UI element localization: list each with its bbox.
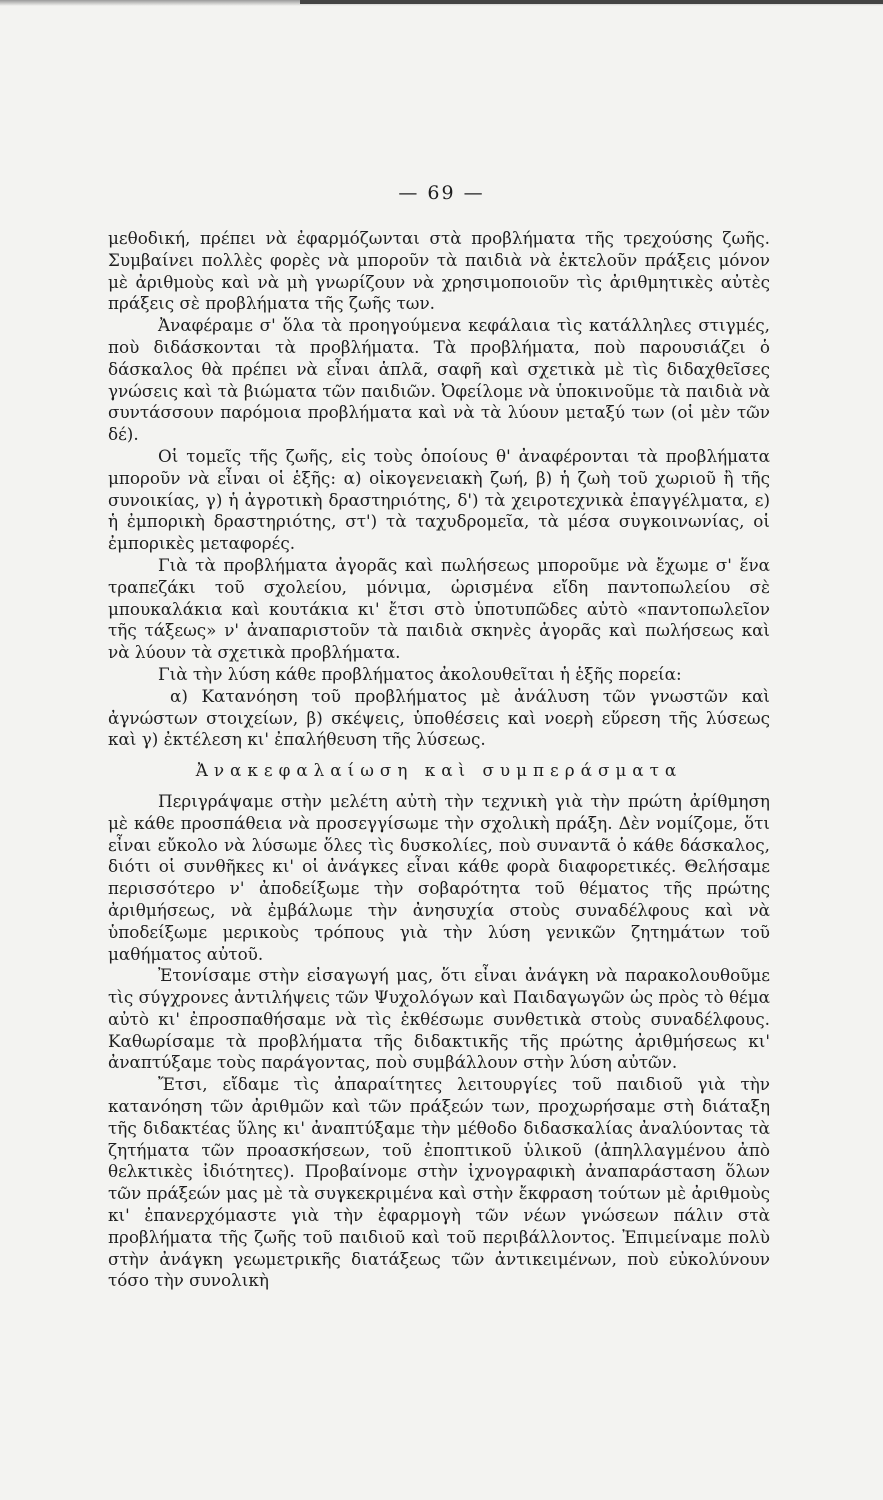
- paragraph-summary-intro: Περιγράψαμε στὴν μελέτη αὐτὴ τὴν τεχνικὴ γιὰ τὴν πρώτη ἀρίθμηση μὲ κάθε προσπάθεια νὰ προσεγγίσωμε τὴν σχολικὴ πράξη. Δὲν νομίζομε, ὅτι εἶναι εὔκολο νὰ λύσωμε ὅλες τὶς δυσκολίες, ποὺ συναντᾶ ὁ κάθε δάσκαλος, διότι οἱ συνθῆκες κι' οἱ ἀνάγκες εἶναι κάθε φορὰ διαφορετικές. Θελήσαμε περισσότερο ν' ἀποδείξωμε τὴν σοβαρότητα τοῦ θέματος τῆς πρώτης ἀριθμήσεως, νὰ ἐμβάλωμε τὴν ἀνησυχία στοὺς συναδέλφους καὶ νὰ ὑποδείξωμε μερικοὺς τρόπους γιὰ τὴν λύση γενικῶν ζητημάτων τοῦ μαθήματος αὐτοῦ.: [108, 790, 770, 964]
- page-top-binding-shadow: [300, 0, 883, 4]
- section-heading-summary: Ἀνακεφαλαίωση καὶ συμπεράσματα: [195, 760, 683, 781]
- page-number: — 69 —: [398, 182, 485, 204]
- paragraph-continued: μεθοδική, πρέπει νὰ ἐφαρμόζωνται στὰ προβλήματα τῆς τρεχούσης ζωῆς. Συμβαίνει πολλὲς φορὲς νὰ μποροῦν τὰ παιδιὰ νὰ ἐκτελοῦν πράξεις μόνον μὲ ἀριθμοὺς καὶ νὰ μὴ γνωρίζουν νὰ χρησιμοποιοῦν τὶς ἀριθμητικὲς αὐτὲς πράξεις σὲ προβλήματα τῆς ζωῆς των.: [108, 228, 770, 314]
- paragraph-summary-method: Ἔτσι, εἴδαμε τὶς ἀπαραίτητες λειτουργίες τοῦ παιδιοῦ γιὰ τὴν κατανόηση τῶν ἀριθμῶν καὶ τῶν πράξεών των, προχωρήσαμε στὴ διάταξη τῆς διδακτέας ὕλης κι' ἀναπτύξαμε τὴν μέθοδο διδασκαλίας ἀναλύοντας τὰ ζητήματα τῶν προασκήσεων, τοῦ ἐποπτικοῦ ὑλικοῦ (ἀπηλλαγμένου ἀπὸ θελκτικὲς ἰδιότητες). Προβαίνομε στὴν ἰχνογραφικὴ ἀναπαράσταση ὅλων τῶν πράξεών μας μὲ τὰ συγκεκριμένα καὶ στὴν ἔκφραση τούτων μὲ ἀριθμοὺς κι' ἐπανερχόμαστε γιὰ τὴν ἐφαρμογὴ τῶν νέων γνώσεων πάλιν στὰ προβλήματα τῆς ζωῆς τοῦ παιδιοῦ καὶ τοῦ περιβάλλοντος. Ἐπιμείναμε πολὺ στὴν ἀνάγκη γεωμετρικῆς διατάξεως τῶν ἀντικειμένων, ποὺ εὐκολύνουν τόσο τὴν συνολικὴ: [108, 1074, 770, 1291]
- paragraph-classroom-shop: Γιὰ τὰ προβλήματα ἀγορᾶς καὶ πωλήσεως μποροῦμε νὰ ἔχωμε σ' ἕνα τραπεζάκι τοῦ σχολείου, μόνιμα, ὡρισμένα εἴδη παντοπωλείου σὲ μπουκαλάκια καὶ κουτάκια κι' ἔτσι στὸ ὑποτυπῶδες αὐτὸ «παντοπωλεῖον τῆς τάξεως» ν' ἀναπαριστοῦν τὰ παιδιὰ σκηνὲς ἀγορᾶς καὶ πωλήσεως καὶ νὰ λύουν τὰ σχετικὰ προβλήματα.: [108, 554, 770, 663]
- paragraph-summary-intro-views: Ἐτονίσαμε στὴν εἰσαγωγή μας, ὅτι εἶναι ἀνάγκη νὰ παρακολουθοῦμε τὶς σύγχρονες ἀντιλήψεις τῶν Ψυχολόγων καὶ Παιδαγωγῶν ὡς πρὸς τὸ θέμα αὐτὸ κι' ἐπροσπαθήσαμε νὰ τὶς ἐκθέσωμε συνθετικὰ στοὺς συναδέλφους. Καθωρίσαμε τὰ προβλήματα τῆς διδακτικῆς τῆς πρώτης ἀριθμήσεως κι' ἀναπτύξαμε τοὺς παράγοντας, ποὺ συμβάλλουν στὴν λύση αὐτῶν.: [108, 965, 770, 1073]
- paragraph-solution-process: Γιὰ τὴν λύση κάθε προβλήματος ἀκολουθεῖται ἡ ἑξῆς πορεία:: [158, 663, 682, 684]
- paragraph-life-sectors: Οἱ τομεῖς τῆς ζωῆς, εἰς τοὺς ὁποίους θ' ἀναφέρονται τὰ προβλήματα μποροῦν νὰ εἶναι οἱ ἑξῆς: α) οἰκογενειακὴ ζωή, β) ἡ ζωὴ τοῦ χωριοῦ ἢ τῆς συνοικίας, γ) ἡ ἀγροτικὴ δραστηριότης, δ') τὰ χειροτεχνικὰ ἐπαγγέλματα, ε) ἡ ἐμπορικὴ δραστηριότης, στ') τὰ ταχυδρομεῖα, τὰ μέσα συγκοινωνίας, οἱ ἐμπορικὲς μεταφορές.: [108, 445, 770, 554]
- summary-text: [108, 791, 770, 1292]
- body-text: [108, 228, 770, 1292]
- paragraph-problems-taught: Ἀναφέραμε σ' ὅλα τὰ προηγούμενα κεφάλαια τὶς κατάλληλες στιγμές, ποὺ διδάσκονται τὰ προβλήματα. Τὰ προβλήματα, ποὺ παρουσιάζει ὁ δάσκαλος θὰ πρέπει νὰ εἶναι ἁπλᾶ, σαφῆ καὶ σχετικὰ μὲ τὶς διδαχθεῖσες γνώσεις καὶ τὰ βιώματα τῶν παιδιῶν. Ὀφείλομε νὰ ὑποκινοῦμε τὰ παιδιὰ νὰ συντάσσουν παρόμοια προβλήματα καὶ νὰ τὰ λύουν μεταξύ των (οἱ μὲν τῶν δέ).: [108, 315, 770, 445]
- paragraph-process-steps: α) Κατανόηση τοῦ προβλήματος μὲ ἀνάλυση τῶν γνωστῶν καὶ ἀγνώστων στοιχείων, β) σκέψεις, ὑποθέσεις καὶ νοερὴ εὕρεση τῆς λύσεως καὶ γ) ἐκτέλεση κι' ἐπαλήθευση τῆς λύσεως.: [108, 685, 770, 750]
